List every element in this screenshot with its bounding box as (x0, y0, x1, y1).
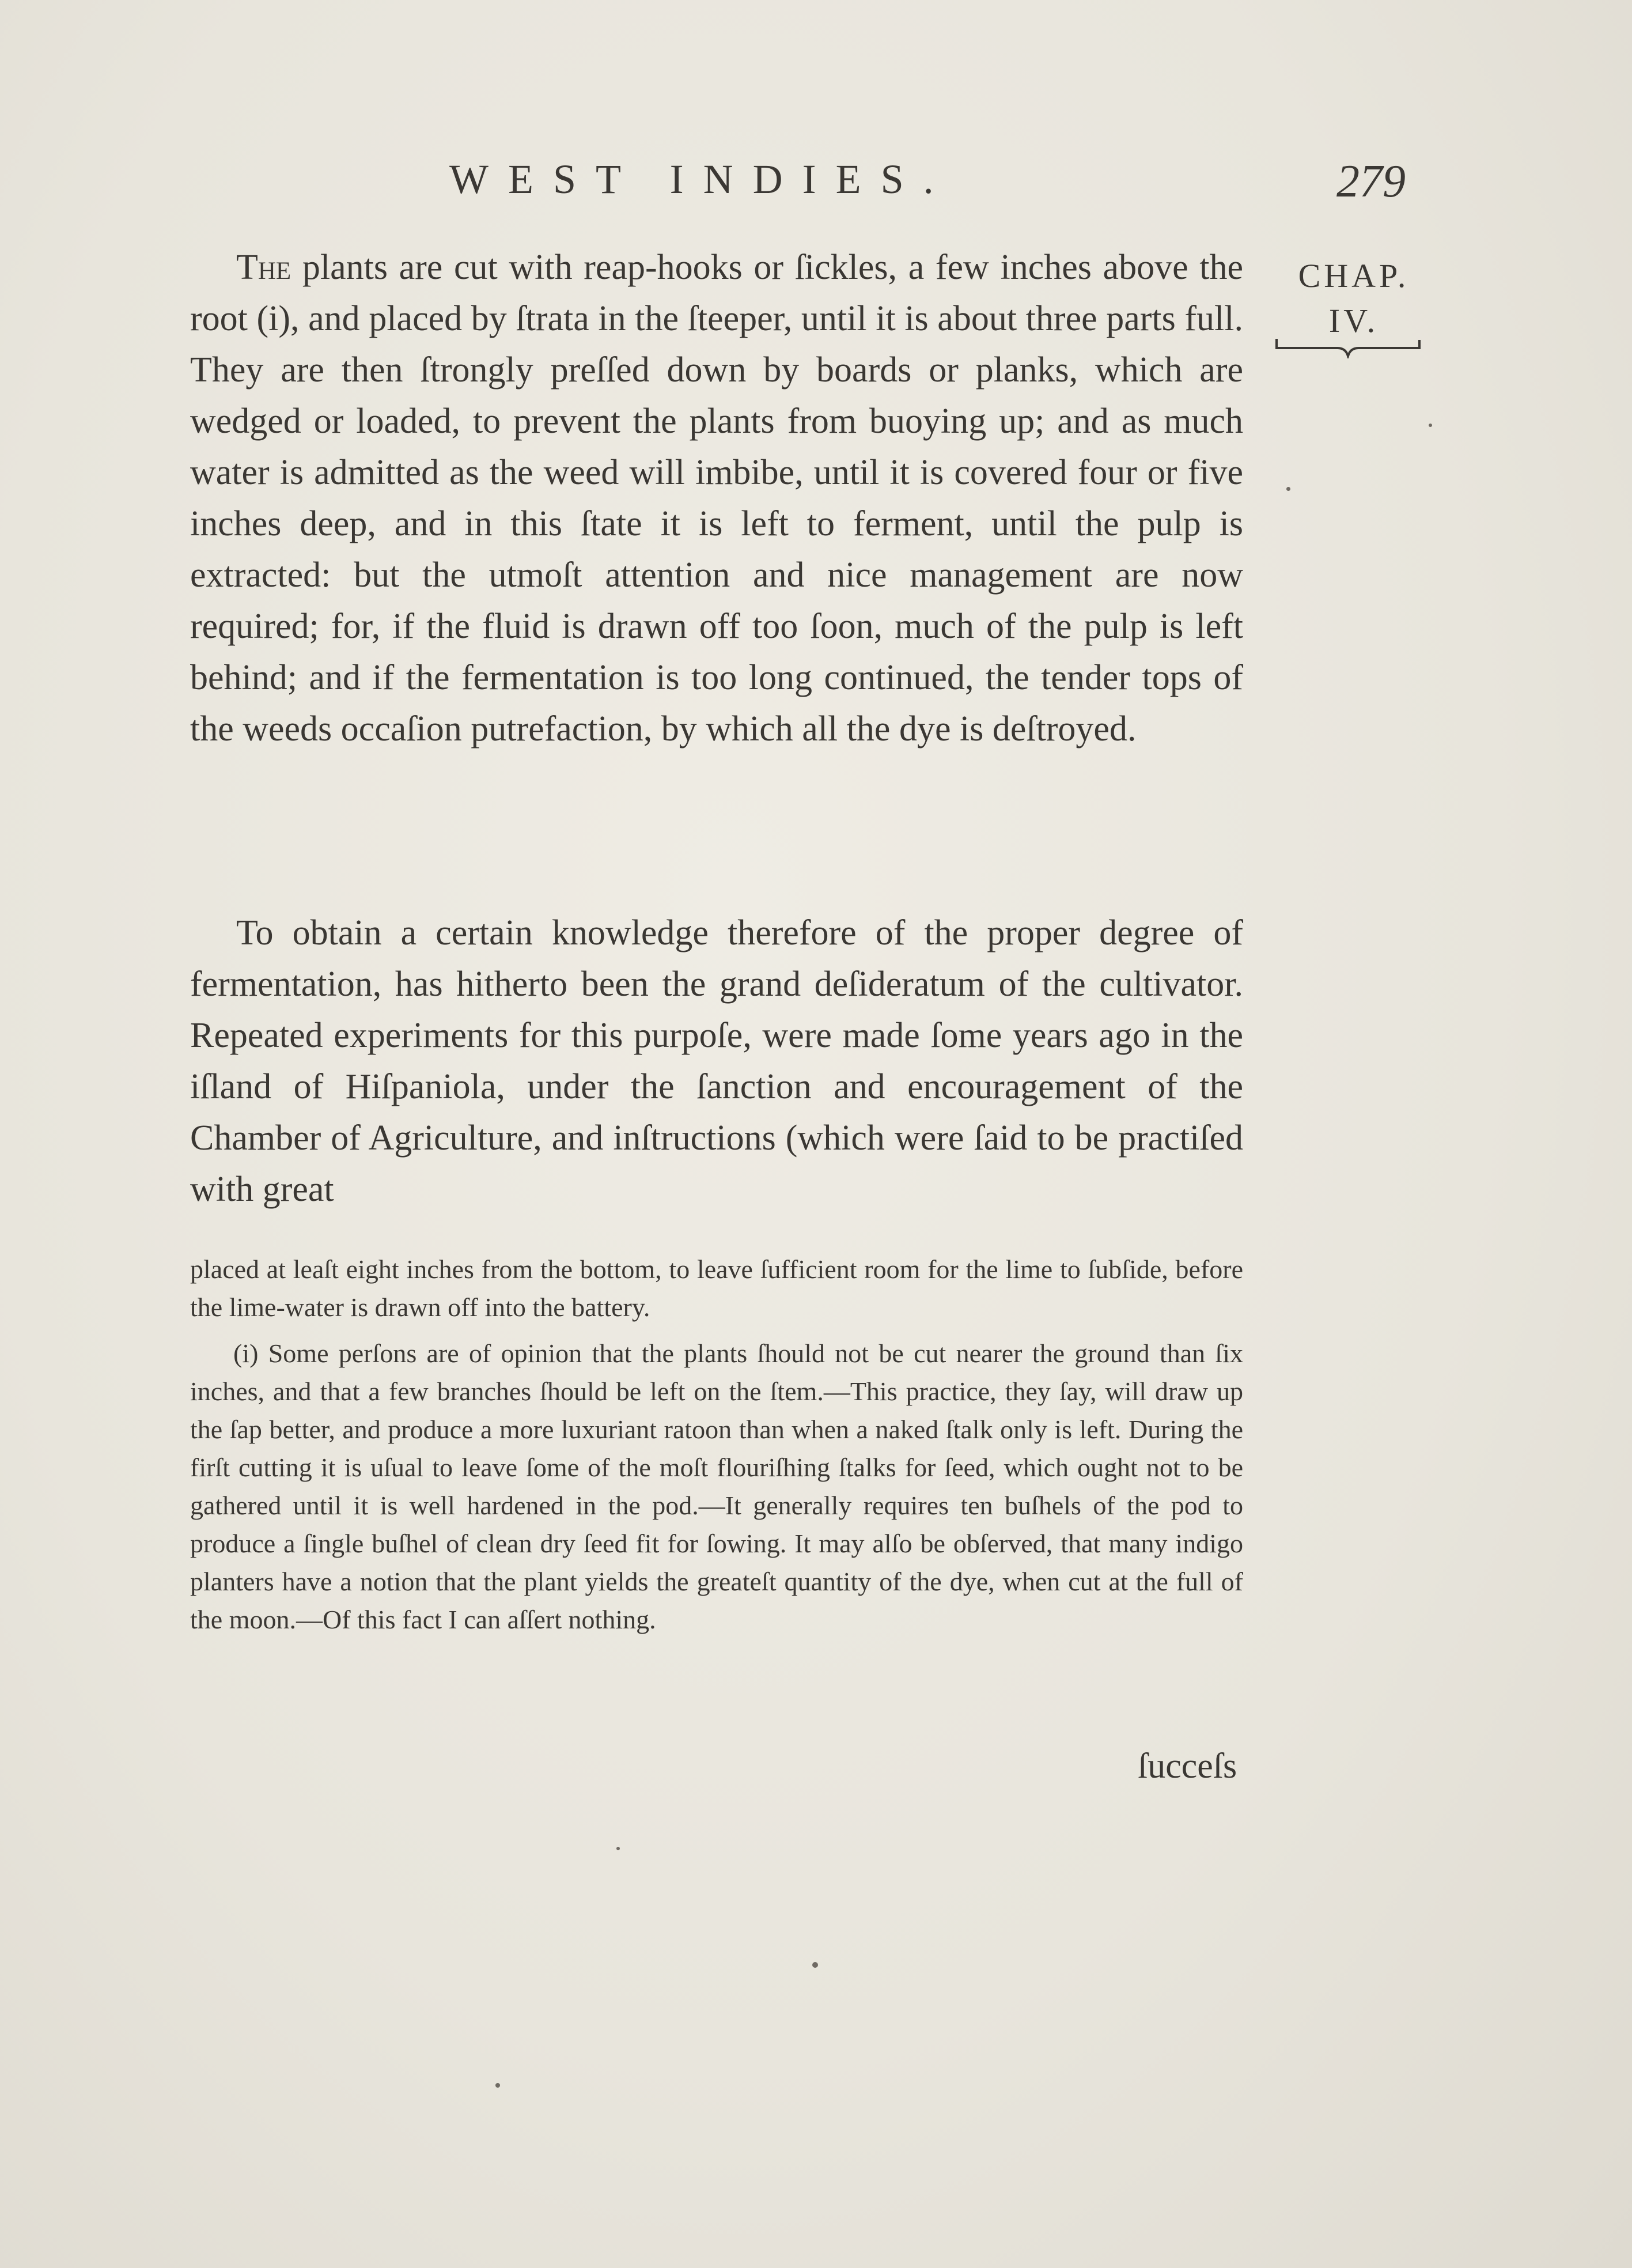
paper-speck (495, 2083, 500, 2088)
margin-chap-number: IV. (1328, 302, 1379, 339)
footnote-i: (i) Some perſons are of opinion that the plants ſhould not be cut nearer the ground than ſix inches, and that a few branches ſhould be left on the ſtem.—This practice, they ſay, will draw up the ſap better, and produce a more luxuriant ratoon than when a naked ſtalk only is left. During the firſt cutting it is uſual to leave ſome of the moſt flouriſhing ſtalks for ſeed, which ought not to be gathered until it is well hardened in the pod.—It generally requires ten buſhels of the pod to produce a ſingle buſhel of clean dry ſeed fit for ſowing. It may alſo be obſerved, that many indigo planters have a notion that the plant yields the greateſt quantity of the dye, when cut at the full of the moon.—Of this fact I can aſſert nothing. (190, 1339, 1243, 1634)
paragraph-1-first-word: The (236, 248, 291, 287)
catchword: ſucceſs (1138, 1747, 1237, 1786)
paper-speck (616, 1847, 620, 1850)
chapter-margin-note (1276, 254, 1432, 343)
paragraph-1-text: plants are cut with reap-hooks or ſickles, a few inches above the root (i), and placed by ſtrata in the ſteeper, until it is about three parts full. They are then ſtrongly preſſed down by boards or planks, which are wedged or loaded, to prevent the plants from buoying up; and as much water is admitted as the weed will imbibe, until it is covered four or five inches deep, and in this ſtate it is left to ferment, until the pulp is extracted: but the utmoſt attention and nice management are now required; for, if the fluid is drawn off too ſoon, much of the pulp is left behind; and if the fermentation is too long continued, the tender tops of the weeds occaſion putrefaction, by which all the dye is deſtroyed. (190, 248, 1243, 749)
footnote-continuation: placed at leaſt eight inches from the bottom, to leave ſufficient room for the lime to ſubſide, before the lime-water is drawn off into the battery. (190, 1254, 1243, 1322)
running-head: WEST INDIES. (449, 156, 953, 202)
footnotes (190, 1250, 1243, 1645)
page-number: 279 (1336, 156, 1406, 207)
margin-brace-ornament (1274, 335, 1422, 358)
paragraph-1 (190, 242, 1243, 755)
paragraph-2-text: To obtain a certain knowledge therefore of the proper degree of fermentation, has hitherto been the grand deſideratum of the cultivator. Repeated experiments for this purpoſe, were made ſome years ago in the iſland of Hiſpaniola, under the ſanction and encouragement of the Chamber of Agriculture, and inſtructions (which were ſaid to be practiſed with great (190, 913, 1243, 1209)
paragraph-2 (190, 908, 1243, 1215)
paper-speck (1429, 424, 1432, 427)
margin-chap-label: CHAP. (1298, 257, 1410, 294)
paper-speck (812, 1962, 818, 1968)
paper-speck (1286, 487, 1290, 491)
